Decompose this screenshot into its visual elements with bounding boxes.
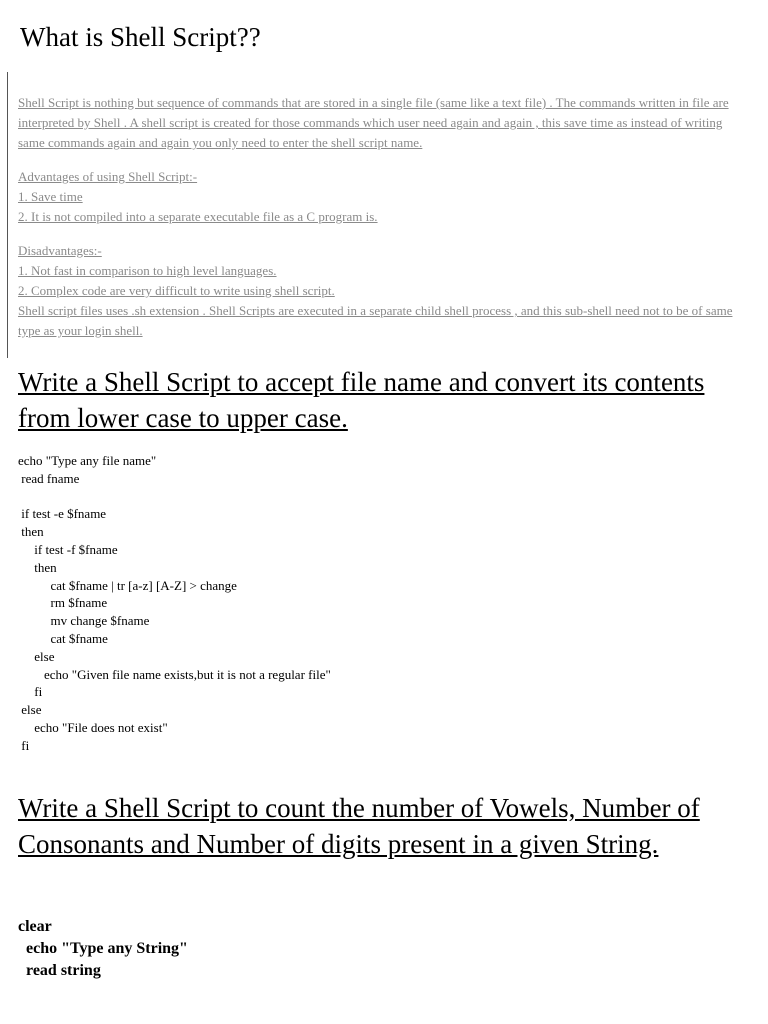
section1-code: echo "Type any file name" read fname if test -e $fname then if test -f $fname then cat $fname | tr [a-z] [A-Z] > change rm $fname mv change $fname cat $fname else echo "Given file name exists,but it is not a regular file" fi else echo "File does not exist" fi	[18, 453, 331, 753]
section2-code: clear echo "Type any String" read string	[18, 918, 188, 979]
advantage-item: 1. Save time	[18, 189, 83, 204]
section1-heading: Write a Shell Script to accept file name and convert its contents from lower case to upper case.	[18, 367, 705, 433]
advantage-item: 2. It is not compiled into a separate executable file as a C program is.	[18, 209, 378, 224]
blockquote-bar	[7, 72, 8, 358]
intro-section	[18, 93, 748, 341]
advantages-heading: Advantages of using Shell Script:-	[18, 169, 198, 184]
intro-description: Shell Script is nothing but sequence of commands that are stored in a single file (same like a text file) . The commands written in file are interpreted by Shell . A shell script is created for those commands which user need again and again , this save time as instead of writing same commands again and again you only need to enter the shell script name.	[18, 95, 729, 150]
spacer	[18, 153, 748, 167]
spacer	[18, 227, 748, 241]
page-title: What is Shell Script??	[20, 22, 261, 52]
intro-note: Shell script files uses .sh extension . Shell Scripts are executed in a separate child shell process , and this sub-shell need not to be of same type as your login shell.	[18, 303, 733, 338]
section2-heading: Write a Shell Script to count the number of Vowels, Number of Consonants and Number of digits present in a given String.	[18, 793, 700, 859]
disadvantages-heading: Disadvantages:-	[18, 243, 102, 258]
disadvantage-item: 1. Not fast in comparison to high level languages.	[18, 263, 277, 278]
disadvantage-item: 2. Complex code are very difficult to write using shell script.	[18, 283, 335, 298]
